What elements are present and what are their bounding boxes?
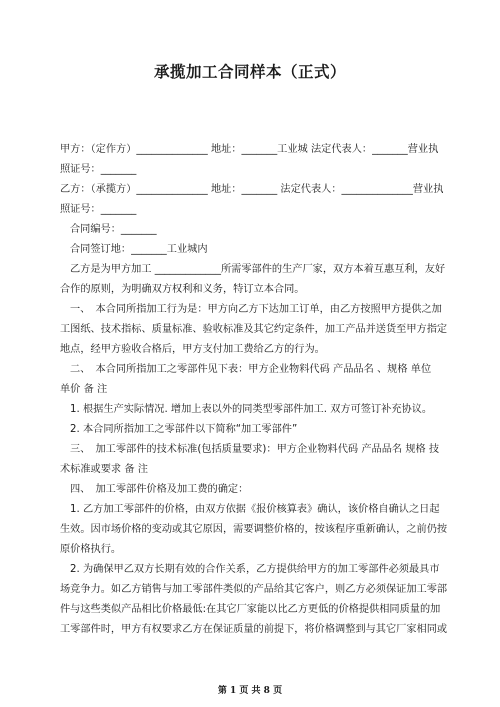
clause-2-line-1: 二、 本合同所指加工之零部件见下表：甲方企业物料代码 产品品名 、规格 单位 [70, 364, 432, 375]
clause-4-heading: 四、 加工零部件价格及加工费的确定： [70, 484, 249, 495]
document-title: 承揽加工合同样本（正式） [153, 63, 346, 81]
clause-2-item-1: 1. 根据生产实际情况. 增加上表以外的同类型零部件加工. 双方可签订补充协议。 [70, 404, 433, 415]
clause-2-item-2: 2. 本合同所指加工之零部件以下简称“加工零部件” [70, 424, 298, 435]
party-b-line-2: 照证号：_______ [60, 204, 137, 215]
clause-2-line-2: 单价 备 注 [60, 384, 108, 395]
contract-number: 合同编号：_______ [70, 224, 157, 235]
preamble-line-2: 合作的原则，为明确双方权利和义务，特订立本合同。 [60, 284, 305, 295]
party-b-line-1: 乙方：（承揽方）______________ 地址：_______ 法定代表人：______________营业执 [60, 184, 444, 195]
clause-4-item-1-line-3: 原价格执行。 [60, 544, 122, 555]
clause-1-line-2: 工图纸、技术指标、质量标准、验收标准及其它约定条件，加工产品并送货至甲方指定 [60, 324, 448, 335]
clause-4-item-1-line-2: 生效。因市场价格的变动或其它原因，需要调整价格的，按该程序重新确认，之前仍按 [60, 524, 448, 535]
preamble-line-1: 乙方是为甲方加工 _____________所需零部件的生产厂家，双方本着互惠互利，友好 [70, 264, 446, 275]
clause-4-item-2-line-2: 场竞争力。如乙方销售与加工零部件类似的产品给其它客户，则乙方必须保证加工零部 [60, 584, 448, 595]
page-footer: 第 1 页 共 8 页 [217, 686, 283, 696]
clause-3-line-2: 术标准或要求 备 注 [60, 464, 148, 475]
clause-4-item-1-line-1: 1. 乙方加工零部件的价格，由双方依据《报价核算表》确认，该价格自确认之日起 [70, 504, 440, 515]
clause-1-line-1: 一、 本合同所指加工行为是：甲方向乙方下达加工订单，由乙方按照甲方提供之加 [70, 304, 442, 315]
contract-signing-place: 合同签订地：_______工业城内 [70, 244, 208, 255]
clause-3-line-1: 三、 加工零部件的技术标准(包括质量要求)：甲方企业物料代码 产品品名 规格 技 [70, 444, 440, 455]
clause-4-item-2-line-1: 2. 为确保甲乙双方长期有效的合作关系，乙方提供给甲方的加工零部件必须最具市 [70, 564, 440, 575]
clause-4-item-2-line-4: 工零部件时，甲方有权要求乙方在保证质量的前提下，将价格调整到与其它厂家相同或 [60, 624, 448, 635]
party-a-line-2: 照证号：_______ [60, 164, 137, 175]
clause-1-line-3: 地点，经甲方验收合格后，甲方支付加工费给乙方的行为。 [60, 344, 325, 355]
clause-4-item-2-line-3: 件与这些类似产品相比价格最低:在其它厂家能以比乙方更低的价格提供相同质量的加 [60, 604, 441, 615]
party-a-line-1: 甲方：（定作方）______________ 地址：_______工业城 法定代表人：_______营业执 [60, 144, 439, 155]
